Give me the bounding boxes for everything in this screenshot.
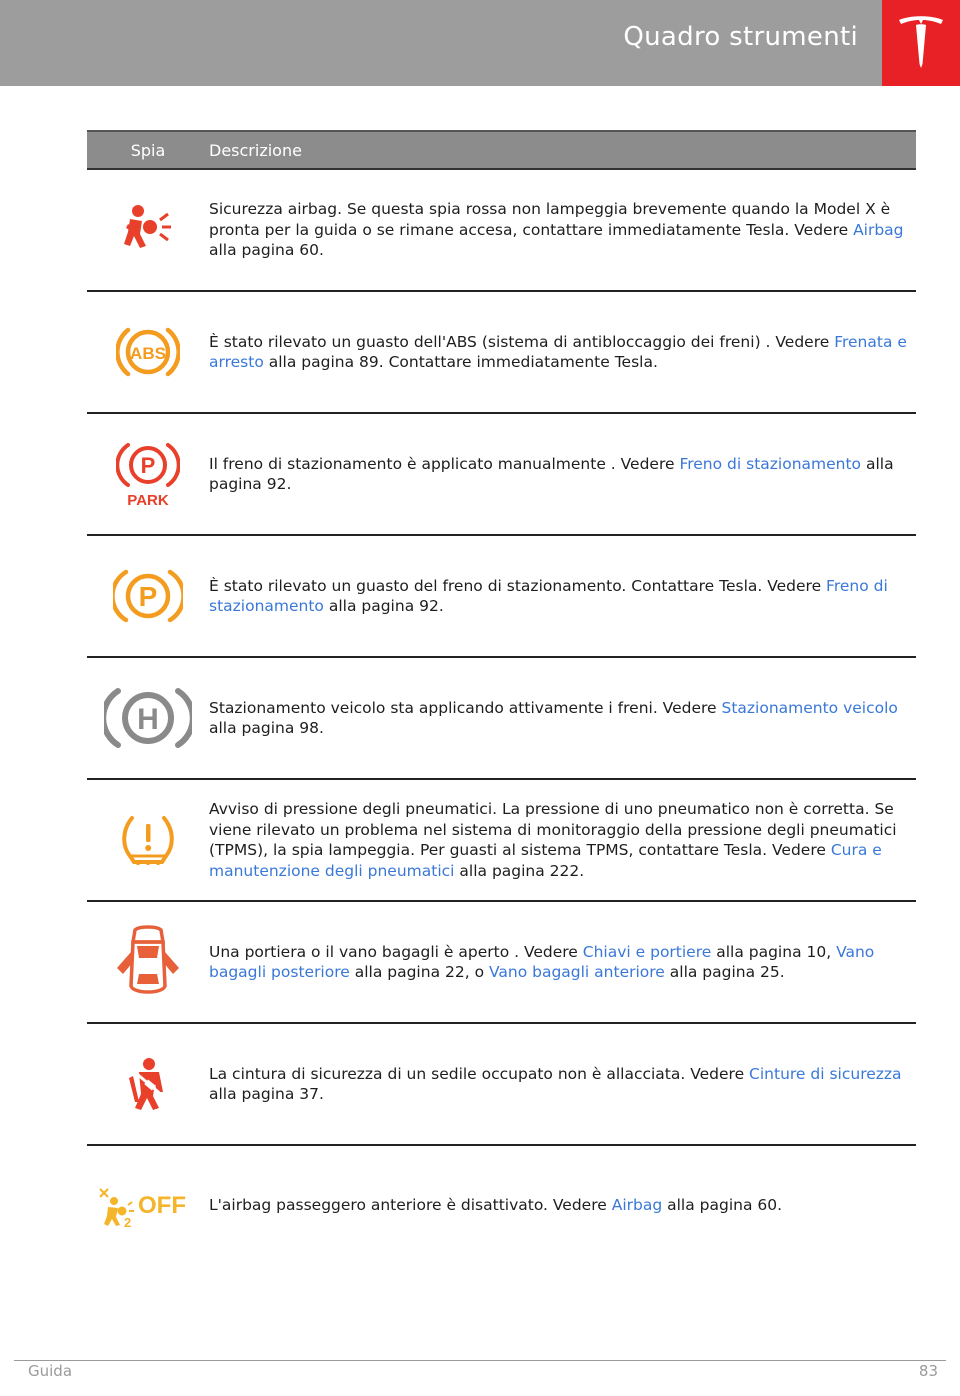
description-text: alla pagina 37.	[209, 1085, 324, 1103]
park-brake-fault-icon	[113, 566, 183, 626]
row-description	[209, 169, 916, 291]
description-text: È stato rilevato un guasto del freno di stazionamento. Contattare Tesla. Vedere	[209, 576, 827, 595]
door-open-icon	[113, 924, 183, 1000]
row-description	[209, 901, 916, 1023]
vehicle-hold-icon	[104, 685, 192, 751]
icon-cell	[87, 291, 209, 413]
page-number: 83	[918, 1362, 938, 1380]
row-description	[209, 413, 916, 535]
table-row	[87, 1023, 916, 1145]
cross-reference-link[interactable]: Vano bagagli posteriore	[209, 942, 875, 981]
indicator-table	[87, 130, 916, 1264]
tire-pressure-warning-icon	[120, 812, 176, 868]
cross-reference-link[interactable]: Chiavi e portiere	[582, 942, 712, 961]
airbag-off-label: OFF	[138, 1192, 186, 1219]
table-row	[87, 413, 916, 535]
passenger-airbag-off-icon	[94, 1183, 202, 1227]
description-text: È stato rilevato un guasto dell'ABS (sistema di antibloccaggio dei freni) . Vedere	[209, 332, 835, 351]
footer-divider	[14, 1360, 946, 1361]
table-row	[87, 1145, 916, 1264]
tesla-logo	[882, 0, 960, 86]
icon-cell	[87, 535, 209, 657]
description-text: Stazionamento veicolo sta applicando attivamente i freni. Vedere	[209, 698, 722, 717]
description-text: La cintura di sicurezza di un sedile occupato non è allacciata. Vedere	[209, 1064, 750, 1083]
svg-text:H: H	[137, 703, 159, 736]
svg-text:P: P	[140, 453, 156, 478]
description-text: alla pagina 89. Contattare immediatamente Tesla.	[263, 353, 658, 371]
page-title: Quadro strumenti	[623, 22, 858, 52]
park-icon-label: PARK	[127, 492, 169, 507]
tesla-logo-icon	[896, 14, 946, 70]
abs-warning-icon	[116, 322, 180, 382]
description-text: Una portiera o il vano bagagli è aperto . Vedere	[209, 942, 583, 961]
cross-reference-link[interactable]: Airbag	[853, 220, 904, 239]
cross-reference-link[interactable]: Stazionamento veicolo	[721, 698, 898, 717]
cross-reference-link[interactable]: Freno di stazionamento	[209, 576, 888, 615]
table-row	[87, 657, 916, 779]
cross-reference-link[interactable]: Cura e manutenzione degli pneumatici	[209, 841, 882, 880]
cross-reference-link[interactable]: Cinture di sicurezza	[749, 1064, 902, 1083]
description-text: alla pagina 222.	[454, 861, 585, 880]
description-text: Avviso di pressione degli pneumatici. La pressione di uno pneumatico non è corretta. Se viene rilevato un problema nel sistema di monitoraggio della pressione degli pneumatici (TPMS), la spia lampeggia. Per guasti al sistema TPMS, contattare Tesla. Vedere	[209, 800, 897, 859]
description-text: L'airbag passeggero anteriore è disattivato. Vedere	[209, 1195, 612, 1214]
row-description	[209, 291, 916, 413]
icon-cell	[87, 901, 209, 1023]
park-brake-applied-icon	[116, 441, 180, 507]
row-description	[209, 535, 916, 657]
icon-cell	[87, 1023, 209, 1145]
header-spia: Spia	[87, 131, 209, 169]
icon-cell	[87, 657, 209, 779]
cross-reference-link[interactable]: Airbag	[611, 1195, 663, 1214]
icon-cell	[87, 779, 209, 901]
description-text: Il freno di stazionamento è applicato manualmente . Vedere	[209, 454, 680, 473]
cross-reference-link[interactable]: Freno di stazionamento	[679, 454, 862, 473]
cross-reference-link[interactable]: Frenata e arresto	[209, 332, 907, 371]
header-descrizione: Descrizione	[209, 131, 916, 169]
icon-cell	[87, 1145, 209, 1264]
table-row	[87, 779, 916, 901]
table-row	[87, 535, 916, 657]
description-text: alla pagina 92.	[323, 597, 444, 615]
svg-text:ABS: ABS	[130, 344, 166, 363]
description-text: alla pagina 22, o	[349, 963, 489, 981]
table-row	[87, 291, 916, 413]
table-header-row	[87, 131, 916, 169]
airbag-off-subscript: 2	[124, 1215, 132, 1227]
icon-cell	[87, 413, 209, 535]
row-description	[209, 1145, 916, 1264]
footer-section: Guida	[28, 1362, 73, 1380]
airbag-warning-icon	[118, 202, 178, 258]
description-text: alla pagina 60.	[662, 1195, 783, 1214]
row-description	[209, 779, 916, 901]
description-text: Sicurezza airbag. Se questa spia rossa non lampeggia brevemente quando la Model X è pronta per la guida o se rimane accesa, contattare immediatamente Tesla. Vedere	[209, 200, 891, 239]
row-description	[209, 1023, 916, 1145]
table-row	[87, 169, 916, 291]
table-row	[87, 901, 916, 1023]
description-text: alla pagina 98.	[209, 719, 324, 737]
description-text: alla pagina 10,	[711, 942, 837, 961]
icon-cell	[87, 169, 209, 291]
description-text: alla pagina 25.	[664, 963, 785, 981]
description-text: alla pagina 60.	[209, 241, 324, 260]
page-header	[0, 0, 960, 86]
seatbelt-warning-icon	[123, 1056, 173, 1112]
description-text: alla pagina 92.	[209, 454, 894, 493]
cross-reference-link[interactable]: Vano bagagli anteriore	[488, 963, 665, 981]
row-description	[209, 657, 916, 779]
svg-text:P: P	[138, 581, 158, 612]
